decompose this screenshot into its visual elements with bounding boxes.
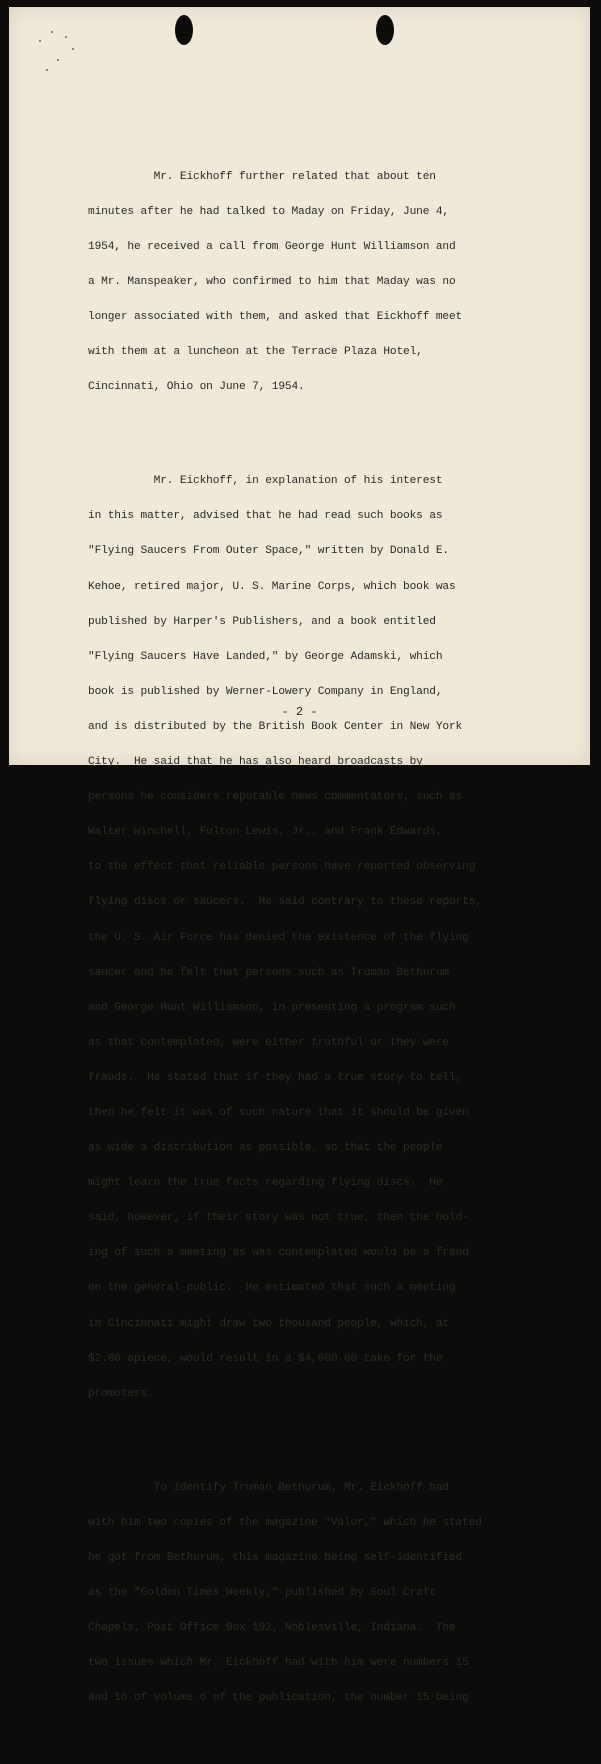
text-line: in this matter, advised that he had read such books as	[88, 510, 443, 523]
text-line: Cincinnati, Ohio on June 7, 1954.	[88, 381, 305, 394]
text-line: frauds. He stated that if they had a true story to tell,	[88, 1071, 463, 1084]
text-line: $2.00 apiece, would result in a $4,000.00 take for the	[88, 1352, 443, 1365]
document-page	[9, 7, 590, 1705]
text-line: City. He said that he has also heard broadcasts by	[88, 756, 423, 769]
text-line: and George Hunt Williamson, in presenting a program such	[88, 1001, 456, 1014]
text-line: in Cincinnati might draw two thousand people, which, at	[88, 1317, 449, 1330]
text-line: minutes after he had talked to Maday on Friday, June 4,	[88, 205, 449, 218]
text-line: Walter Winchell, Fulton Lewis, Jr., and Frank Edwards,	[88, 826, 443, 839]
text-line: might learn the true facts regarding flying discs. He	[88, 1177, 443, 1190]
text-line: as that contemplated, were either truthful or they were	[88, 1036, 449, 1049]
punch-hole	[376, 15, 394, 45]
text-line: as wide a distribution as possible, so that the people	[88, 1142, 443, 1155]
body-text	[88, 125, 563, 1764]
text-line: "Flying Saucers Have Landed," by George Adamski, which	[88, 650, 443, 663]
text-line: promoters.	[88, 1387, 154, 1400]
text-line: longer associated with them, and asked that Eickhoff meet	[88, 311, 463, 324]
text-line: said, however, if their story was not true, then the hold-	[88, 1212, 469, 1225]
text-line: 1954, he received a call from George Hunt Williamson and	[88, 241, 456, 253]
text-line: To identify Truman Bethurum, Mr. Eickhoff had	[88, 1481, 449, 1494]
text-line: with them at a luncheon at the Terrace Plaza Hotel,	[88, 346, 423, 359]
text-line: published by Harper's Publishers, and a book entitled	[88, 615, 436, 628]
speck	[72, 48, 74, 50]
text-line: book is published by Werner-Lowery Company in England,	[88, 685, 443, 698]
text-line: Chapels, Post Office Box 192, Noblesville, Indiana. The	[88, 1622, 456, 1634]
text-line: to the effect that reliable persons have reported observing	[88, 861, 476, 874]
page-number: - 2 -	[281, 705, 318, 719]
text-line: on the general public. He estimated that such a meeting	[88, 1282, 456, 1295]
paragraph	[88, 148, 563, 417]
paragraph	[88, 453, 563, 1424]
speck	[46, 69, 48, 71]
punch-hole	[175, 15, 193, 45]
text-line: Mr. Eickhoff further related that about ten	[88, 170, 436, 183]
text-line: ing of such a meeting as was contemplated would be a fraud	[88, 1247, 469, 1260]
text-line: as the "Golden Times Weekly," published by Soul Craft	[88, 1586, 436, 1599]
text-line: Mr. Eickhoff, in explanation of his interest	[88, 475, 443, 488]
text-line: "Flying Saucers From Outer Space," written by Donald E.	[88, 545, 449, 558]
text-line: then he felt it was of such nature that it should be given	[88, 1106, 469, 1119]
speck	[57, 59, 59, 61]
speck	[65, 36, 67, 38]
text-line: and 16 of volume 6 of the publication, the number 15 being	[88, 1692, 469, 1705]
text-line: and is distributed by the British Book Center in New York	[88, 720, 463, 733]
text-line: he got from Bethurum, this magazine being self-identified	[88, 1551, 463, 1564]
speck	[51, 31, 53, 33]
text-line: with him two copies of the magazine "Valor," which he stated	[88, 1516, 482, 1529]
text-line: saucer and he felt that persons such as Truman Bethurum	[88, 966, 449, 979]
speck	[39, 40, 41, 42]
text-line: Kehoe, retired major, U. S. Marine Corps, which book was	[88, 580, 456, 593]
text-line: the U. S. Air Force has denied the existence of the flying	[88, 931, 469, 944]
paragraph	[88, 1459, 563, 1728]
text-line: flying discs or saucers. He said contrary to these reports,	[88, 896, 482, 909]
text-line: two issues which Mr. Eickhoff had with him were numbers 15	[88, 1657, 469, 1670]
text-line: a Mr. Manspeaker, who confirmed to him that Maday was no	[88, 276, 456, 289]
text-line: persons he considers reputable news commentators, such as	[88, 791, 463, 804]
